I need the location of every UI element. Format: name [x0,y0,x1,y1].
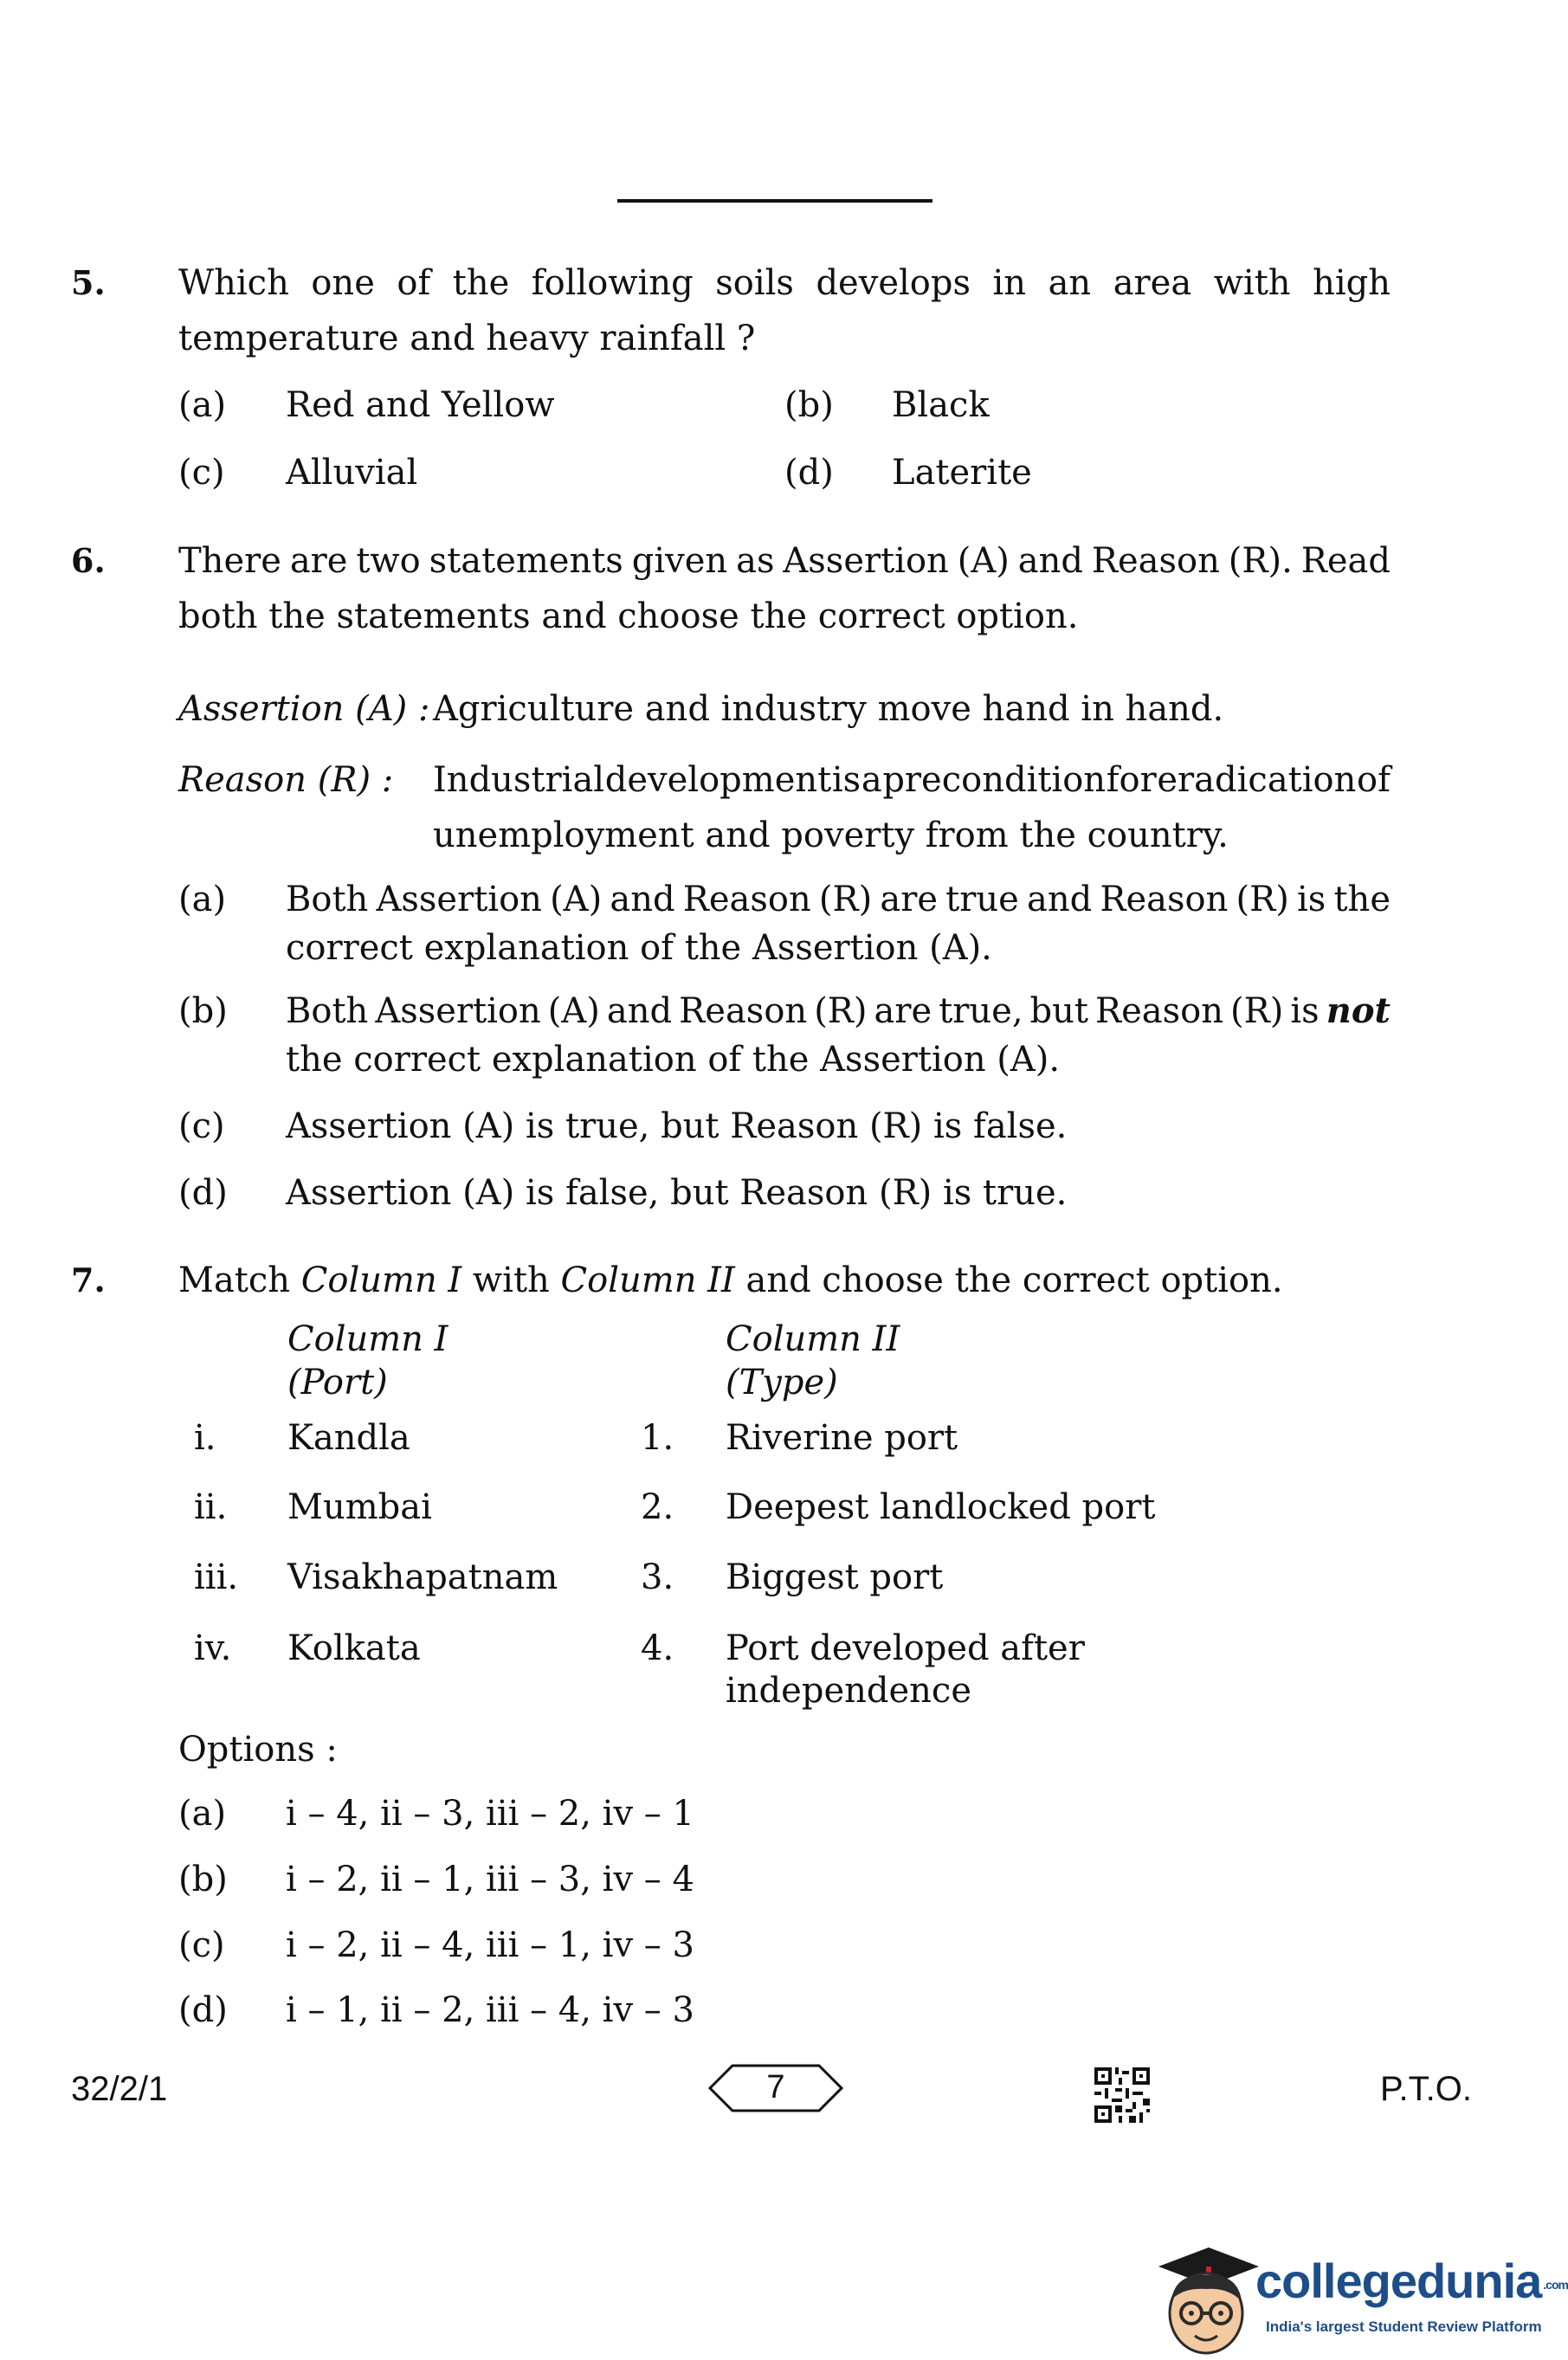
paper-code: 32/2/1 [71,2070,168,2108]
q7-col1-subheading: (Port) [287,1363,388,1402]
q6-option-a-line2: correct explanation of the Assertion (A). [286,928,992,968]
mascot-icon [1141,2230,1271,2360]
q7-option-d-text: i – 1, ii – 2, iii – 4, iv – 3 [286,1990,694,2030]
q5-number: 5. [71,263,106,302]
q7-row2-type: Deepest landlocked port [726,1487,1156,1527]
q7-option-a-text: i – 4, ii – 3, iii – 2, iv – 1 [286,1794,694,1834]
q7-col1-heading: Column I [287,1319,448,1359]
qr-code-icon [1094,2067,1150,2123]
q5-option-d-label: (d) [784,453,834,493]
q7-row2-num: 2. [641,1487,674,1527]
q7-option-d-label: (d) [178,1990,228,2030]
q6-option-b-label: (b) [178,991,228,1031]
q5-text-line1: Which one of the following soils develops in an area with high [178,263,1391,303]
q7-row1-num: 1. [641,1418,674,1458]
q7-row2-roman: ii. [194,1487,228,1527]
q6-reason-line2: unemployment and poverty from the country. [433,816,1229,855]
q6-option-a-label: (a) [178,880,227,919]
q6-reason-line1: Industrial development is a precondition for eradication of [433,760,1391,800]
q6-text-line2: both the statements and choose the correct option. [178,596,1079,636]
q7-row3-roman: iii. [194,1557,239,1597]
q6-reason-label: Reason (R) : [178,760,394,800]
q6-assertion-text: Agriculture and industry move hand in hand. [433,689,1224,729]
q6-text-line1: There are two statements given as Assertion (A) and Reason (R). Read [178,541,1391,581]
q6-option-d-text: Assertion (A) is false, but Reason (R) is true. [286,1173,1068,1213]
q6-assertion-label: Assertion (A) : [178,689,430,729]
q6-option-d-label: (d) [178,1173,228,1213]
q7-row4-num: 4. [641,1628,674,1668]
q5-option-b-text: Black [892,385,990,425]
q7-row3-type: Biggest port [726,1557,944,1597]
q5-text-line2: temperature and heavy rainfall ? [178,319,756,358]
q7-row1-port: Kandla [287,1418,410,1458]
q7-option-c-text: i – 2, ii – 4, iii – 1, iv – 3 [286,1925,694,1965]
collegedunia-watermark [1141,2230,1568,2360]
brand-tagline: India's largest Student Review Platform [1266,2318,1542,2335]
q7-row3-port: Visakhapatnam [287,1557,558,1597]
top-separator-line [617,199,932,203]
q5-option-c-text: Alluvial [286,453,418,493]
q6-option-c-text: Assertion (A) is true, but Reason (R) is false. [286,1106,1068,1146]
q7-row3-num: 3. [641,1557,674,1597]
q7-row4-roman: iv. [194,1628,232,1668]
q7-option-c-label: (c) [178,1925,225,1965]
q5-option-b-label: (b) [784,385,834,425]
q6-option-c-label: (c) [178,1106,225,1146]
q7-row2-port: Mumbai [287,1487,432,1527]
q5-option-d-text: Laterite [892,453,1032,493]
q6-option-a-line1: Both Assertion (A) and Reason (R) are true and Reason (R) is the [286,880,1391,919]
q7-row4-type-line2: independence [726,1671,971,1711]
q6-number: 6. [71,541,106,580]
q6-option-b-line1: Both Assertion (A) and Reason (R) are true, but Reason (R) is not [286,984,1391,1038]
page-number: 7 [766,2069,785,2105]
q5-option-a-text: Red and Yellow [286,385,555,425]
q7-option-b-text: i – 2, ii – 1, iii – 3, iv – 4 [286,1860,694,1899]
q7-row4-port: Kolkata [287,1628,421,1668]
q7-number: 7. [71,1261,106,1299]
q7-row1-type: Riverine port [726,1418,958,1458]
q7-col2-subheading: (Type) [726,1363,838,1402]
q7-options-heading: Options : [178,1730,338,1770]
q7-col2-heading: Column II [726,1319,900,1359]
pto-label: P.T.O. [1380,2070,1472,2108]
q5-option-a-label: (a) [178,385,227,425]
q5-option-c-label: (c) [178,453,225,493]
q7-text: Match Column I with Column II and choose the correct option. [178,1261,1283,1300]
q7-option-b-label: (b) [178,1860,228,1899]
brand-name: collegedunia .com [1255,2254,1568,2308]
page-number-badge [707,2062,845,2114]
brand-suffix: .com [1543,2278,1568,2292]
q6-option-b-line2: the correct explanation of the Assertion (A). [286,1040,1061,1080]
q7-row1-roman: i. [194,1418,216,1458]
q6-option-b-emphasis: not [1326,990,1391,1031]
q7-option-a-label: (a) [178,1794,227,1834]
q7-row4-type: Port developed after [726,1628,1085,1668]
